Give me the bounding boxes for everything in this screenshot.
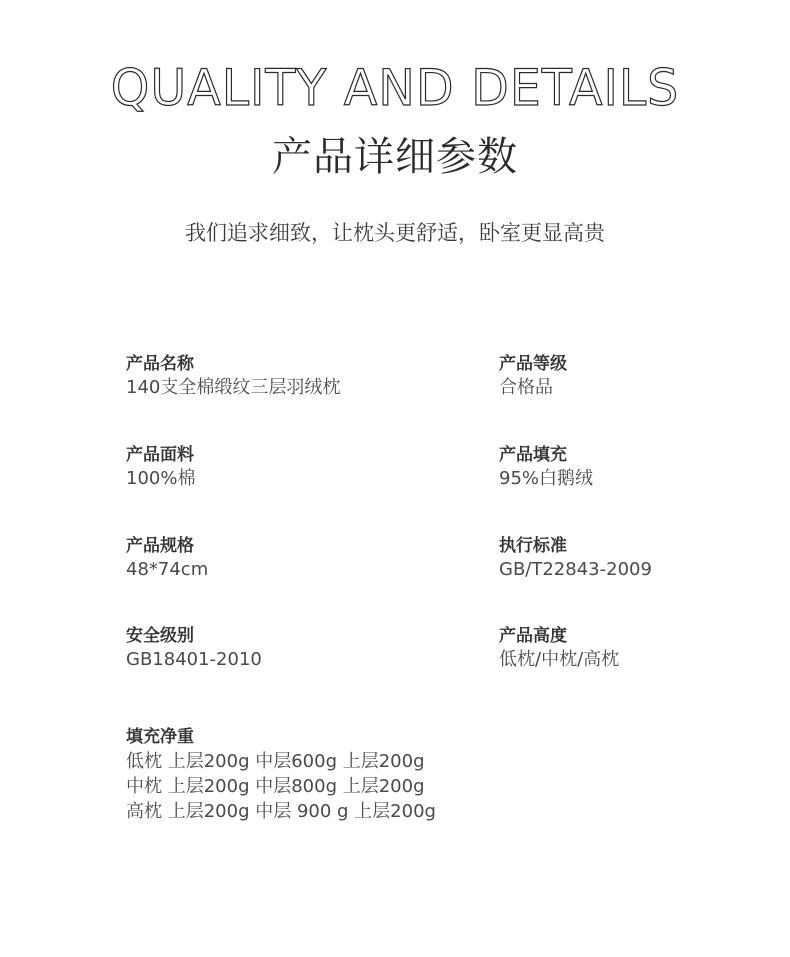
spec-label: 安全级别: [126, 626, 194, 646]
spec-product-grade: [499, 352, 790, 400]
spec-value: GB/T22843-2009: [499, 559, 652, 580]
net-weight-line-medium: 中枕 上层200g 中层800g 上层200g: [126, 776, 425, 797]
page-title-chinese: 产品详细参数: [272, 134, 518, 180]
spec-value: 95%白鹅绒: [499, 468, 594, 489]
spec-label: 产品面料: [126, 445, 194, 465]
spec-value: 低枕/中枕/高枕: [499, 649, 620, 670]
spec-product-height: [499, 624, 790, 672]
spec-label: 产品名称: [126, 354, 194, 374]
spec-value: GB18401-2010: [126, 649, 262, 670]
page-title-english: [0, 58, 790, 118]
page-subtitle: 我们追求细致，让枕头更舒适，卧室更显高贵: [185, 221, 605, 245]
spec-label: 产品等级: [499, 354, 567, 374]
spec-value: 合格品: [499, 377, 553, 398]
spec-label: 产品填充: [499, 445, 567, 465]
spec-product-size: [126, 534, 446, 582]
spec-label: 产品规格: [126, 536, 194, 556]
spec-execution-standard: [499, 534, 790, 582]
spec-safety-level: [126, 624, 446, 672]
spec-label: 填充净重: [126, 727, 194, 747]
spec-value: 140支全棉缎纹三层羽绒枕: [126, 377, 341, 398]
spec-label: 产品高度: [499, 626, 567, 646]
net-weight-line-low: 低枕 上层200g 中层600g 上层200g: [126, 751, 425, 772]
spec-product-name: [126, 352, 446, 400]
page-title-english-text: QUALITY AND DETAILS: [110, 59, 680, 117]
spec-value: 100%棉: [126, 468, 196, 489]
net-weight-line-high: 高枕 上层200g 中层 900 g 上层200g: [126, 801, 436, 822]
spec-value: 48*74cm: [126, 559, 209, 580]
spec-label: 执行标准: [499, 536, 567, 556]
spec-net-weight: [126, 725, 446, 824]
spec-product-fabric: [126, 443, 446, 491]
spec-product-filling: [499, 443, 790, 491]
